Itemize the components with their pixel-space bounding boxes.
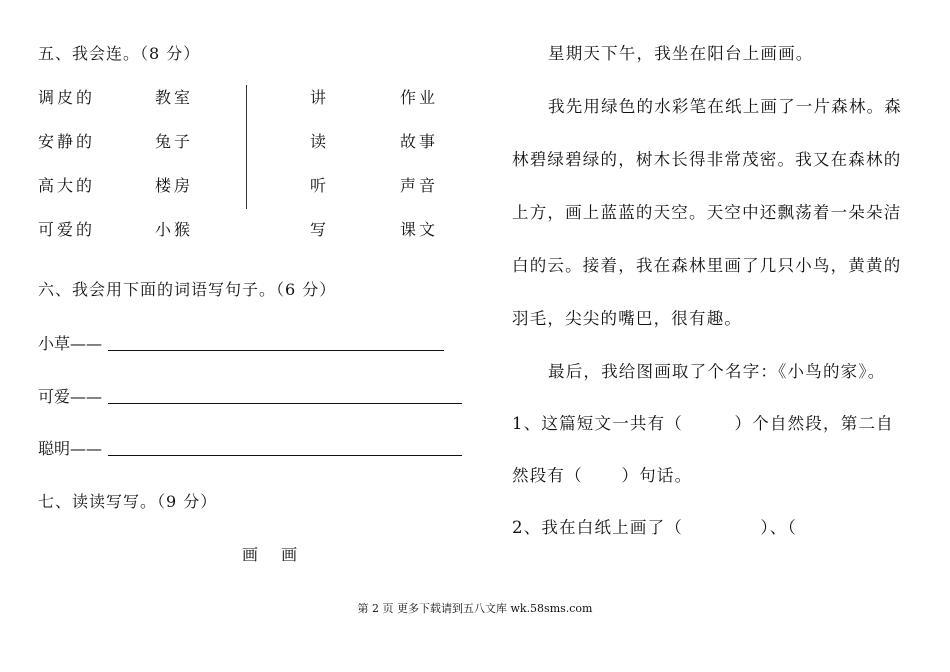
question-line: 然段有（ ）句话。 [512,466,693,485]
paragraph-line: 我先用绿色的水彩笔在纸上画了一片森林。森 [548,97,902,116]
match-verb: 听 [310,176,330,195]
answer-line[interactable] [108,455,462,456]
page-footer: 第 2 页 更多下载请到五八文库 wk.58sms.com [357,602,593,615]
paragraph-line: 最后，我给图画取了个名字：《小鸟的家》。 [548,362,886,381]
section6-title: 六、我会用下面的词语写句子。（6 分） [38,280,337,299]
answer-line[interactable] [108,350,444,351]
question-line: 1、这篇短文一共有（ ）个自然段，第二自 [512,414,894,433]
match-adjective: 安静的 [38,132,96,151]
question-line: 2、我在白纸上画了（ ）、（ [512,518,797,537]
answer-line[interactable] [108,403,462,404]
match-noun: 楼房 [155,176,194,195]
section7-title: 七、读读写写。（9 分） [38,492,218,511]
match-object: 课文 [400,220,439,239]
paragraph-line: 上方，画上蓝蓝的天空。天空中还飘荡着一朵朵洁 [512,203,902,222]
match-noun: 小猴 [155,220,194,239]
match-verb: 写 [310,220,330,239]
paragraph-line: 林碧绿碧绿的，树木长得非常茂密。我又在森林的 [512,150,902,169]
match-object: 作业 [400,88,439,107]
match-noun: 兔子 [155,132,194,151]
match-object: 故事 [400,132,439,151]
section5-title: 五、我会连。（8 分） [38,44,201,63]
paragraph-line: 羽毛，尖尖的嘴巴，很有趣。 [512,309,743,328]
match-adjective: 调皮的 [38,88,96,107]
column-divider [246,85,247,209]
story-title: 画 画 [242,545,302,564]
match-adjective: 高大的 [38,176,96,195]
sentence-prompt: 聪明—— [38,439,103,458]
sentence-prompt: 小草—— [38,334,103,353]
match-verb: 读 [310,132,330,151]
paragraph-line: 星期天下午，我坐在阳台上画画。 [548,44,814,63]
sentence-prompt: 可爱—— [38,387,103,406]
match-verb: 讲 [310,88,330,107]
paragraph-line: 白的云。接着，我在森林里画了几只小鸟，黄黄的 [512,256,902,275]
match-noun: 教室 [155,88,194,107]
match-object: 声音 [400,176,439,195]
match-adjective: 可爱的 [38,220,96,239]
